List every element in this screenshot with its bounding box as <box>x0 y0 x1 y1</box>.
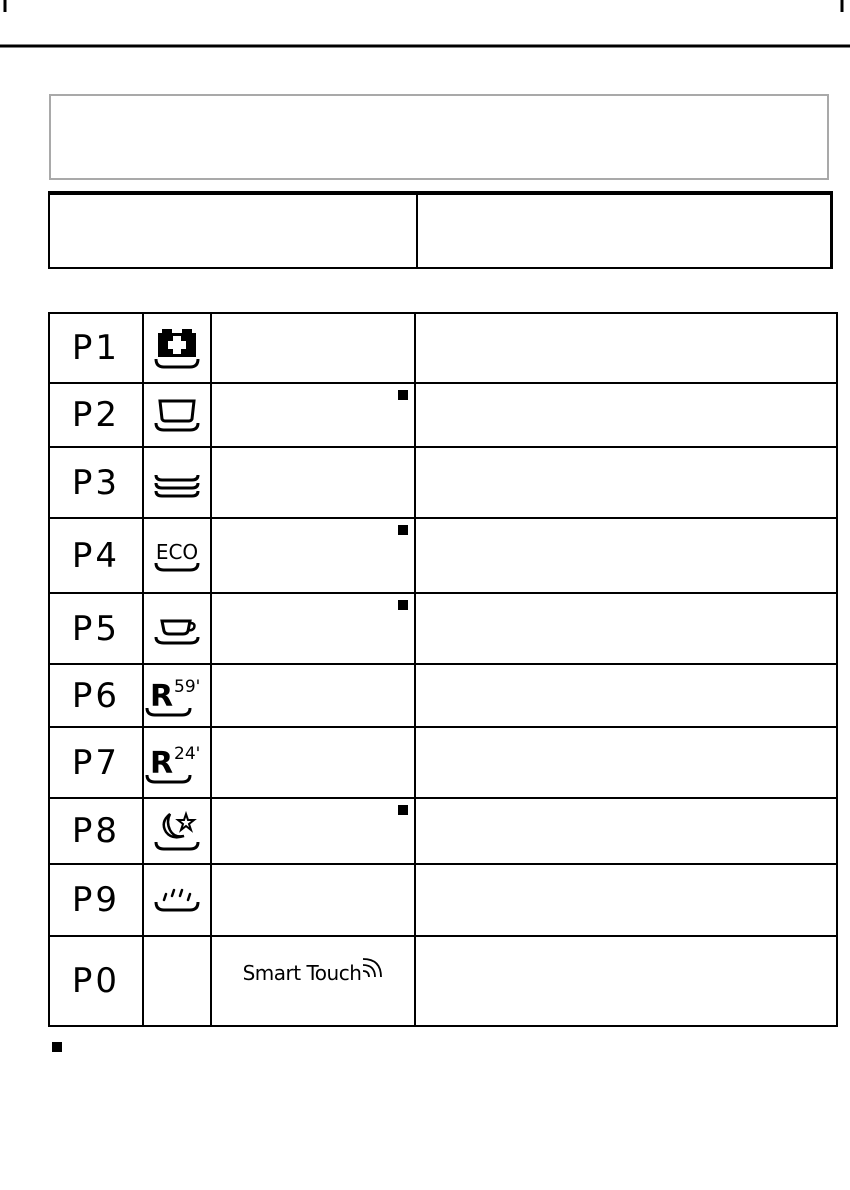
program-code-cell <box>49 383 143 447</box>
table-row <box>49 664 837 727</box>
program-name-cell <box>211 664 415 727</box>
program-code: P5 <box>71 608 121 649</box>
icon-cell <box>143 518 211 593</box>
rapid-icon <box>144 674 210 718</box>
program-description-cell <box>415 727 837 798</box>
icon-cell <box>143 798 211 864</box>
program-description-cell <box>415 798 837 864</box>
icon-cell <box>143 313 211 383</box>
eco-icon-text: ECO <box>155 539 199 564</box>
rapid-icon-time: 24' <box>174 743 201 764</box>
program-code-cell <box>49 664 143 727</box>
program-code-cell <box>49 864 143 936</box>
wavy-lines-icon <box>152 463 202 503</box>
program-code: P9 <box>71 880 121 920</box>
program-table <box>48 312 838 1027</box>
table-row <box>49 593 837 664</box>
column-header-left <box>50 195 418 267</box>
program-name-cell <box>211 798 415 864</box>
header-box <box>49 94 829 180</box>
program-description-cell <box>415 518 837 593</box>
program-name-cell <box>211 313 415 383</box>
program-description-cell <box>415 664 837 727</box>
intensive-pot-icon <box>152 325 202 371</box>
program-code-cell <box>49 593 143 664</box>
program-code-cell <box>49 518 143 593</box>
program-code: P4 <box>71 535 121 576</box>
program-code-cell <box>49 447 143 518</box>
program-description-cell <box>415 864 837 936</box>
marker-square-icon <box>398 805 408 815</box>
table-row <box>49 447 837 518</box>
program-code: P8 <box>71 811 121 851</box>
top-rule <box>0 0 850 50</box>
marker-square-icon <box>398 390 408 400</box>
prewash-drops-icon <box>152 880 202 920</box>
program-name-cell <box>211 727 415 798</box>
rapid-icon-time: 59' <box>174 676 201 697</box>
icon-cell <box>143 593 211 664</box>
table-row <box>49 798 837 864</box>
program-code: P1 <box>71 328 121 368</box>
column-header-row <box>48 191 833 269</box>
table-row <box>49 313 837 383</box>
icon-cell <box>143 864 211 936</box>
program-code: P3 <box>71 462 121 503</box>
program-description-cell <box>415 936 837 1026</box>
smart-touch-logo <box>212 955 414 1007</box>
smart-touch-label: Smart Touch <box>242 961 362 985</box>
program-name-cell <box>211 936 415 1026</box>
program-name-cell <box>211 383 415 447</box>
icon-cell <box>143 936 211 1026</box>
table-row <box>49 864 837 936</box>
program-description-cell <box>415 593 837 664</box>
icon-cell <box>143 383 211 447</box>
wifi-signal-icon <box>361 955 383 985</box>
program-code-cell <box>49 727 143 798</box>
icon-cell <box>143 447 211 518</box>
program-code: P6 <box>71 675 121 716</box>
table-row <box>49 518 837 593</box>
program-name-cell <box>211 447 415 518</box>
table-row <box>49 383 837 447</box>
rapid-icon <box>144 741 210 785</box>
cup-icon <box>152 609 202 649</box>
program-name-cell <box>211 864 415 936</box>
program-name-cell <box>211 593 415 664</box>
icon-cell <box>143 727 211 798</box>
rapid-icon-letter: R <box>150 745 174 781</box>
program-name-cell <box>211 518 415 593</box>
program-code-cell <box>49 313 143 383</box>
glass-bowl-icon <box>152 395 202 435</box>
marker-square-icon <box>398 600 408 610</box>
table-row <box>49 936 837 1026</box>
program-description-cell <box>415 447 837 518</box>
program-code-cell <box>49 798 143 864</box>
footnote-marker-square-icon <box>52 1042 62 1052</box>
icon-cell <box>143 664 211 727</box>
program-description-cell <box>415 383 837 447</box>
rapid-icon-letter: R <box>150 678 174 714</box>
program-code: P2 <box>71 395 121 435</box>
program-code-cell <box>49 936 143 1026</box>
table-row <box>49 727 837 798</box>
program-code: P0 <box>71 961 121 1001</box>
program-code: P7 <box>71 742 121 783</box>
column-header-right <box>418 195 830 267</box>
marker-square-icon <box>398 525 408 535</box>
night-moon-star-icon <box>152 808 202 854</box>
program-description-cell <box>415 313 837 383</box>
eco-icon <box>150 535 204 577</box>
